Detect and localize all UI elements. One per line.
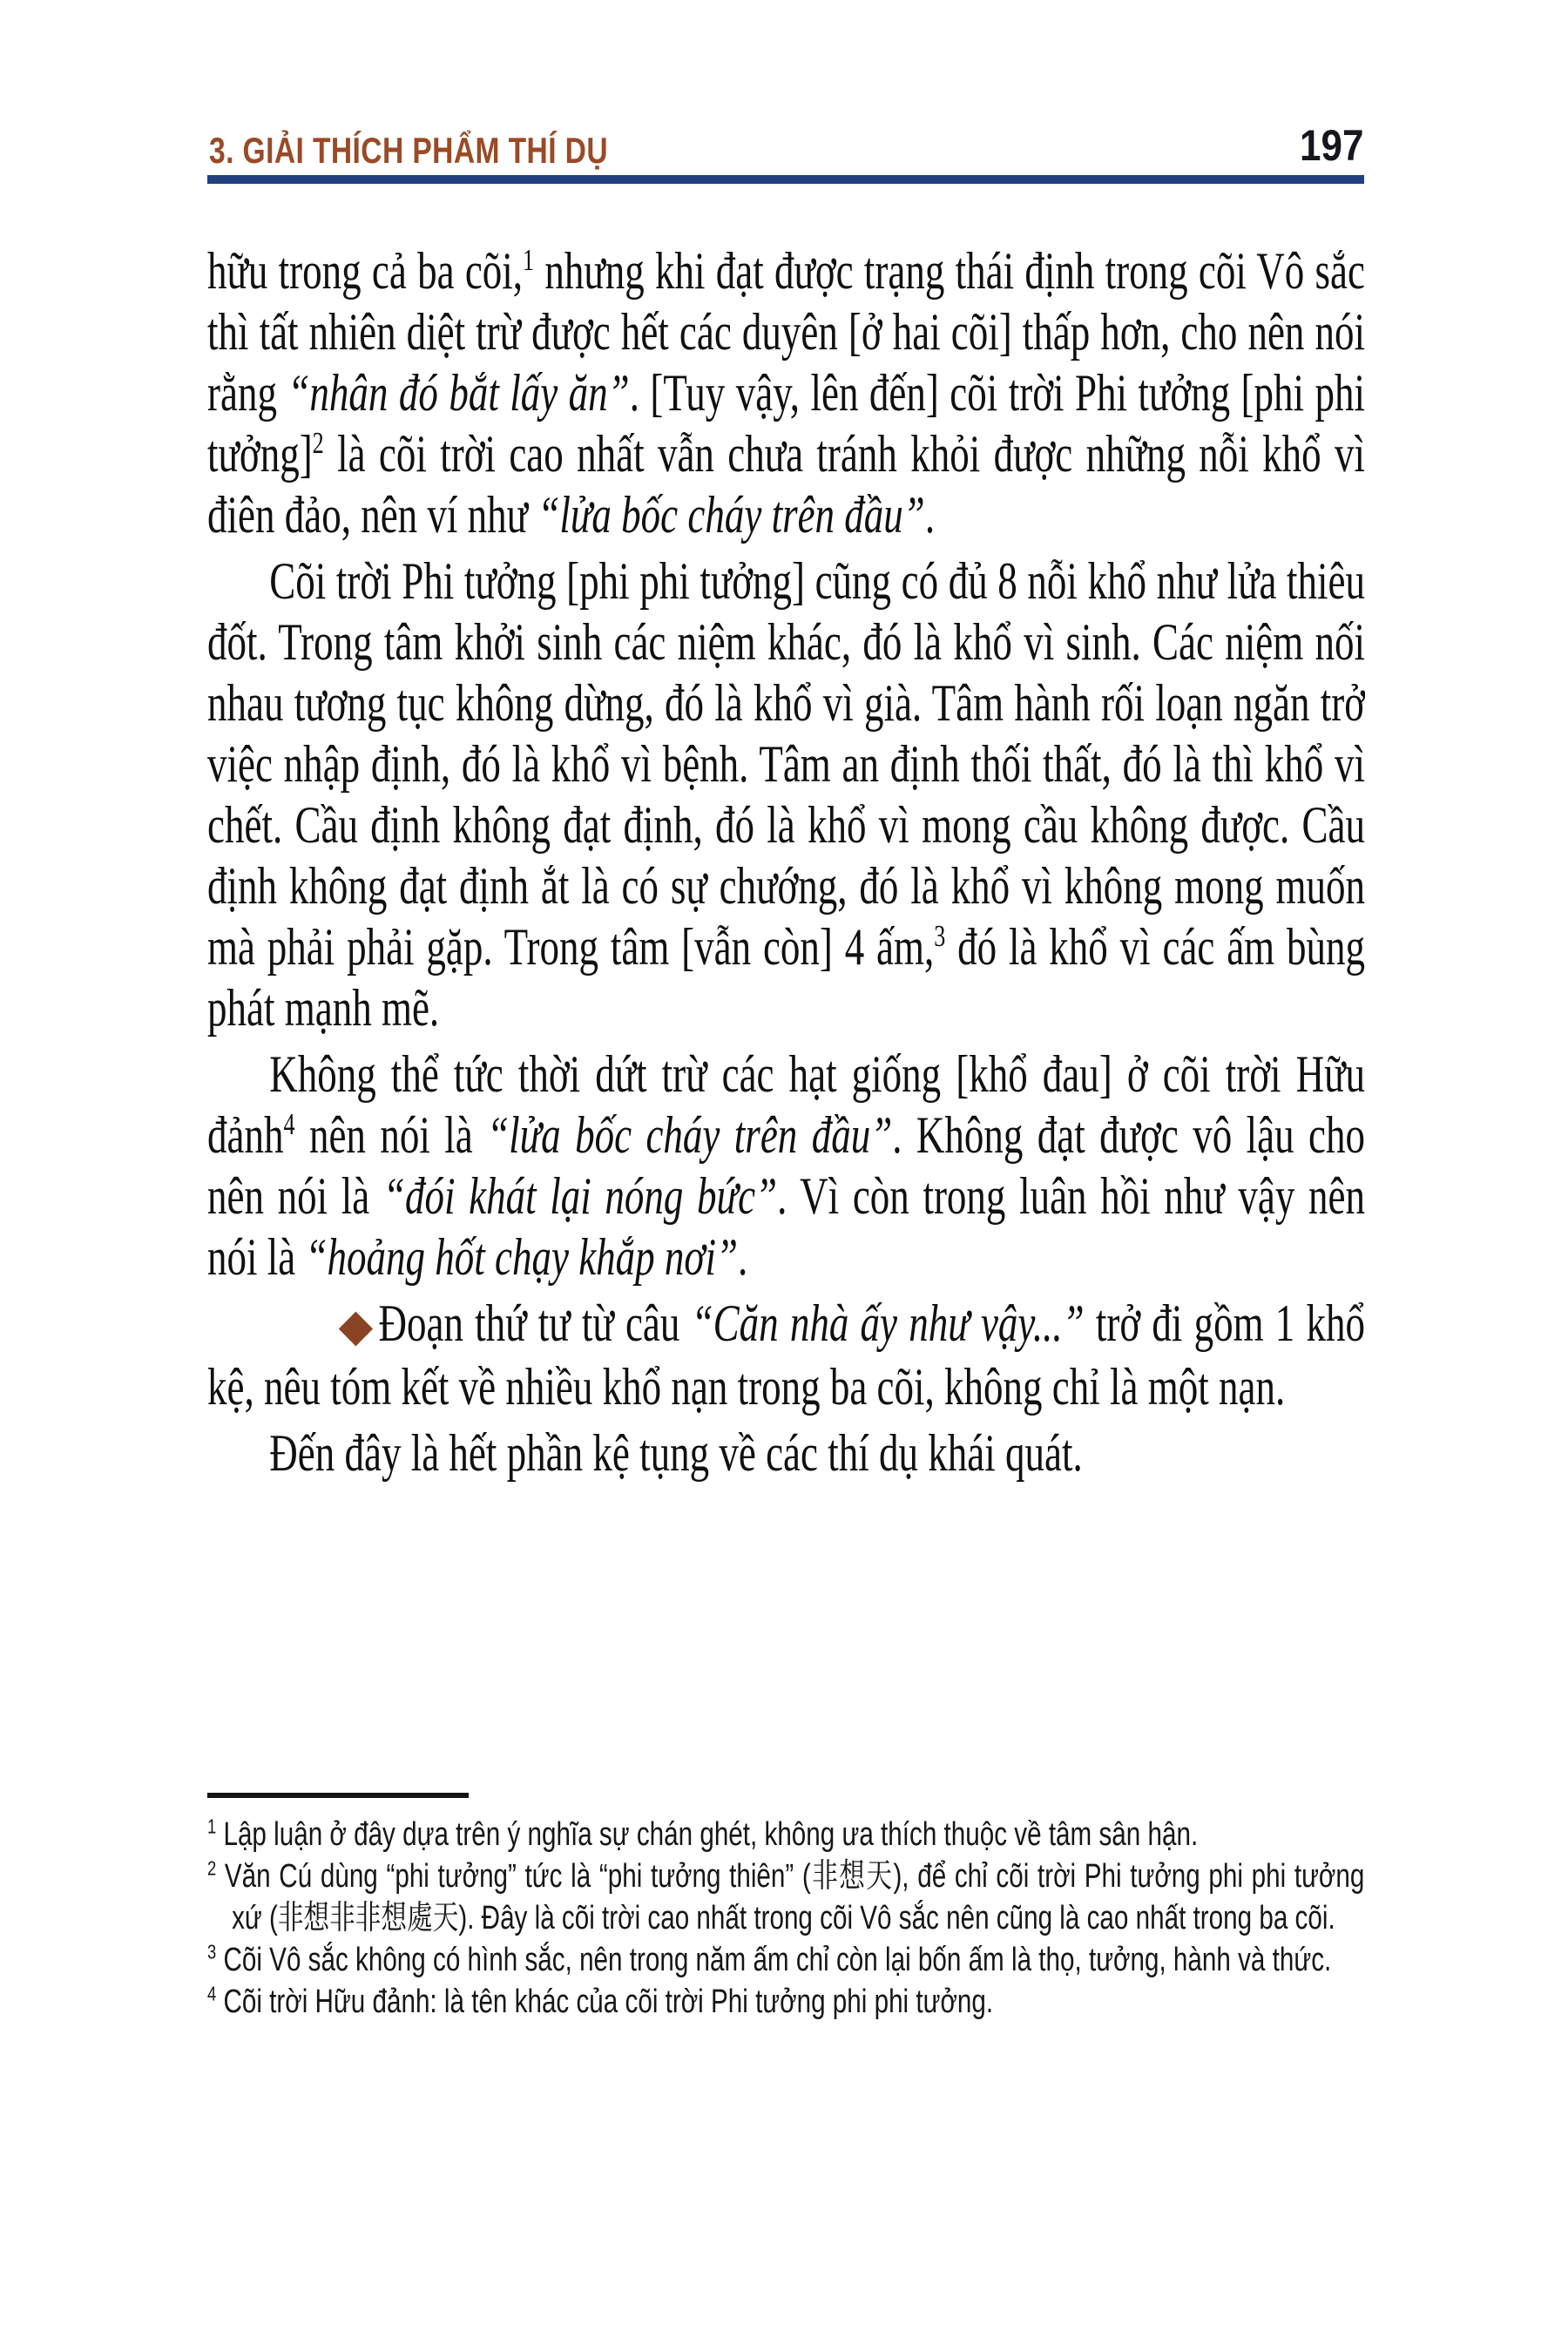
- footnote-marker: 2: [207, 1856, 217, 1880]
- paragraph: [207, 240, 1365, 545]
- text-run: nên nói là: [294, 1106, 488, 1164]
- footnote-item: [207, 1814, 1364, 1855]
- footnote-marker: 1: [207, 1815, 217, 1838]
- footnote-text: Cõi Vô sắc không có hình sắc, nên trong năm ấm chỉ còn lại bốn ấm là thọ, tưởng, hành và thức.: [216, 1942, 1332, 1978]
- paragraph: [207, 551, 1365, 1038]
- footnote-text: Lập luận ở đây dựa trên ý nghĩa sự chán ghét, không ưa thích thuộc về tâm sân hận.: [216, 1816, 1199, 1853]
- footnote-text: Cõi trời Hữu đảnh: là tên khác của cõi trời Phi tưởng phi phi tưởng.: [216, 1984, 994, 2020]
- text-run: . Vì còn trong luân hồi như vậy nên nói là: [207, 1167, 1365, 1286]
- text-run: . Không đạt được vô lậu cho nên nói là: [207, 1106, 1365, 1225]
- text-run: Đến đây là hết phần kệ tụng về các thí dụ khái quát.: [269, 1424, 1083, 1482]
- footnote-separator: [207, 1793, 469, 1798]
- text-run: nhưng khi đạt được trạng thái định trong cõi Vô sắc thì tất nhiên diệt trừ được hết các duyên [ở hai cõi] thấp hơn, cho nên nói rằng: [207, 242, 1365, 422]
- quoted-phrase: “lửa bốc cháy trên đầu”: [537, 486, 925, 544]
- footnote-item: [207, 1939, 1364, 1981]
- paragraph: [207, 1423, 1365, 1484]
- footnote-item: [207, 1855, 1364, 1939]
- quoted-phrase: “nhân đó bắt lấy ăn”: [287, 364, 630, 422]
- text-run: Không thể tức thời dứt trừ các hạt giống [khổ đau] ở cõi trời Hữu đảnh: [207, 1045, 1365, 1164]
- diamond-bullet-icon: ◆: [338, 1300, 374, 1352]
- text-run: trở đi gồm 1 khổ kệ, nêu tóm kết về nhiều khổ nạn trong ba cõi, không chỉ là một nạn.: [207, 1294, 1365, 1416]
- quoted-phrase: “đói khát lại nóng bức”: [382, 1167, 778, 1225]
- text-run: đó là khổ vì các ấm bùng phát mạnh mẽ.: [207, 918, 1365, 1037]
- footnote-marker: 3: [207, 1940, 217, 1963]
- text-run: . [Tuy vậy, lên đến] cõi trời Phi tưởng [phi phi tưởng]: [207, 364, 1365, 483]
- footnote-ref: 2: [312, 426, 324, 460]
- footnote-item: [207, 1981, 1364, 2023]
- page-number: 197: [1299, 121, 1363, 170]
- paragraph: [207, 1293, 1365, 1417]
- footnote-ref: 3: [934, 919, 946, 953]
- footnote-ref: 1: [523, 243, 535, 277]
- text-run: là cõi trời cao nhất vẫn chưa tránh khỏi được những nỗi khổ vì điên đảo, nên ví như: [207, 425, 1365, 544]
- footnote-text: Văn Cú dùng “phi tưởng” tức là “phi tưởng thiên” (非想天), để chỉ cõi trời Phi tưởng phi phi tưởng xứ (非想非非想處天). Đây là cõi trời cao nhất trong cõi Vô sắc nên cũng là cao nhất trong ba cõi.: [216, 1858, 1365, 1936]
- text-run: .: [924, 486, 936, 544]
- footnote-marker: 4: [207, 1982, 217, 2005]
- text-run: Cõi trời Phi tưởng [phi phi tưởng] cũng có đủ 8 nỗi khổ như lửa thiêu đốt. Trong tâm khởi sinh các niệm khác, đó là khổ vì sinh. Các niệm nối nhau tương tục không dừng, đó là khổ vì già. Tâm hành rối loạn ngăn trở việc nhập định, đó là khổ vì bệnh. Tâm an định thối thất, đó là thì khổ vì chết. Cầu định không đạt định, đó là khổ vì mong cầu không được. Cầu định không đạt định ắt là có sự chướng, đó là khổ vì không mong muốn mà phải phải gặp. Trong tâm [vẫn còn] 4 ấm,: [207, 552, 1365, 976]
- quoted-phrase: “lửa bốc cháy trên đầu”: [487, 1106, 893, 1164]
- text-run: .: [737, 1228, 748, 1286]
- quoted-phrase: “hoảng hốt chạy khắp nơi”: [305, 1228, 738, 1286]
- paragraph: [207, 1044, 1365, 1288]
- footnotes-section: [207, 1814, 1364, 2023]
- header-rule: [207, 175, 1364, 184]
- section-heading: 3. GIẢI THÍCH PHẨM THÍ DỤ: [209, 130, 609, 171]
- text-run: hữu trong cả ba cõi,: [207, 242, 524, 300]
- body-text: [207, 240, 1365, 1787]
- quoted-phrase: “Căn nhà ấy như vậy...”: [691, 1294, 1085, 1352]
- text-run: Đoạn thứ tư từ câu: [378, 1294, 692, 1352]
- footnote-ref: 4: [283, 1107, 295, 1141]
